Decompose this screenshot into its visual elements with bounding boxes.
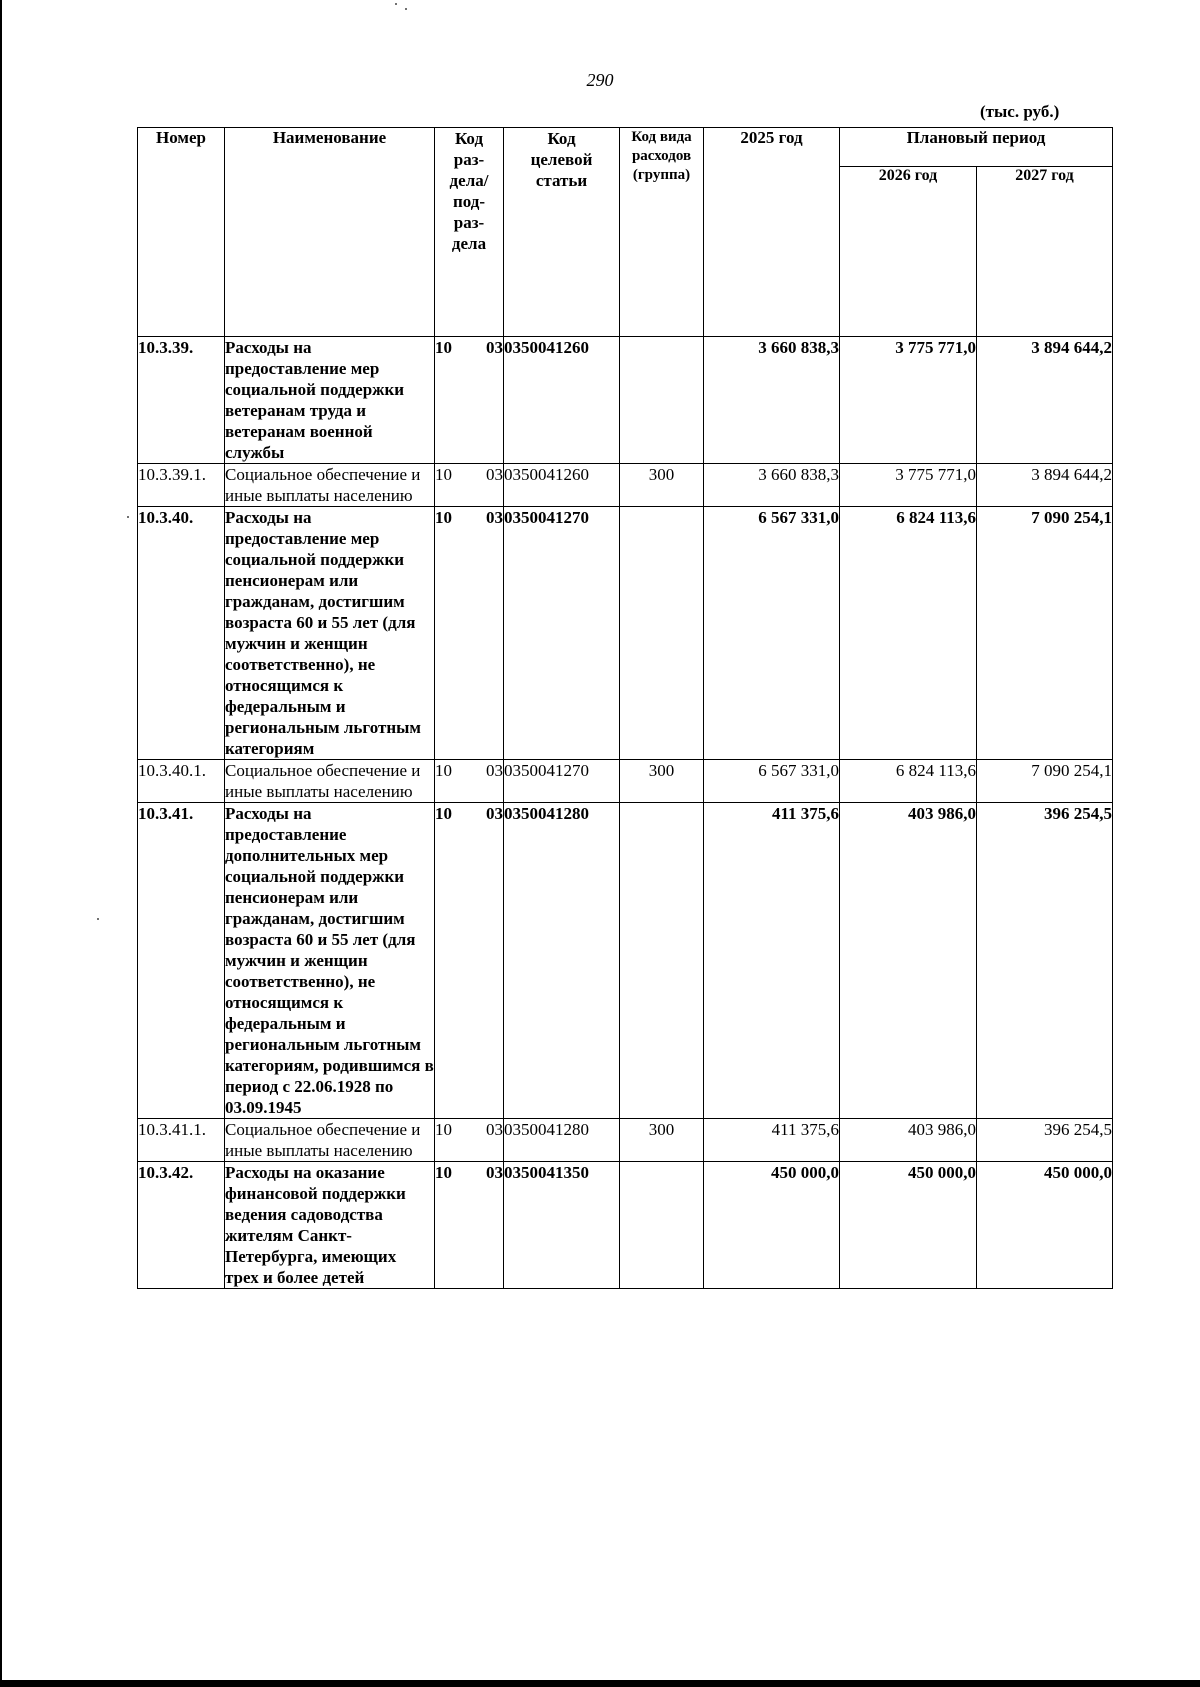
header-year-2027: 2027 год [977,167,1113,337]
row-amount-2026: 3 775 771,0 [840,337,977,464]
row-section-code [435,1119,504,1162]
row-expense-kind: 300 [620,1119,704,1162]
row-target-code: 0350041260 [504,464,620,507]
scan-speck [127,516,129,518]
row-target-code: 0350041260 [504,337,620,464]
scan-bottom-border [0,1680,1200,1687]
scan-left-border [0,0,2,1687]
row-name: Расходы на предоставление мер социальной поддержки пенсионерам или гражданам, достигшим возраста 60 и 55 лет (для мужчин и женщин соответственно), не относящимся к федеральным и региональным льготным категориям [225,507,435,760]
row-amount-2026: 450 000,0 [840,1162,977,1289]
row-amount-2025: 411 375,6 [704,803,840,1119]
row-section-code [435,803,504,1119]
row-amount-2025: 411 375,6 [704,1119,840,1162]
table-row [138,337,1113,464]
row-amount-2027: 7 090 254,1 [977,760,1113,803]
row-section: 10 [435,508,452,527]
row-amount-2025: 6 567 331,0 [704,760,840,803]
row-target-code: 0350041280 [504,803,620,1119]
row-expense-kind [620,803,704,1119]
row-target-code: 0350041270 [504,760,620,803]
table-body [138,337,1113,1289]
table-row [138,1119,1113,1162]
row-section-code [435,464,504,507]
row-subsection: 03 [486,508,503,527]
row-number: 10.3.41.1. [138,1119,225,1162]
row-amount-2027: 7 090 254,1 [977,507,1113,760]
row-section-code [435,507,504,760]
row-subsection: 03 [486,761,503,780]
row-amount-2025: 3 660 838,3 [704,337,840,464]
header-section-code: Код раз- дела/ под- раз- дела [435,128,504,337]
row-subsection: 03 [486,1120,503,1139]
header-year-2026: 2026 год [840,167,977,337]
row-expense-kind: 300 [620,760,704,803]
row-expense-kind [620,1162,704,1289]
row-target-code: 0350041280 [504,1119,620,1162]
row-expense-kind [620,507,704,760]
row-number: 10.3.40.1. [138,760,225,803]
row-name: Расходы на оказание финансовой поддержки ведения садоводства жителям Санкт-Петербурга, имеющих трех и более детей [225,1162,435,1289]
header-target-code: Код целевой статьи [504,128,620,337]
row-amount-2026: 6 824 113,6 [840,507,977,760]
table-row [138,760,1113,803]
table-row [138,464,1113,507]
row-number: 10.3.40. [138,507,225,760]
row-section: 10 [435,804,452,823]
row-amount-2027: 450 000,0 [977,1162,1113,1289]
header-planning-period: Плановый период [840,128,1113,167]
header-year-2025: 2025 год [704,128,840,337]
row-number: 10.3.39.1. [138,464,225,507]
row-amount-2025: 3 660 838,3 [704,464,840,507]
table-row [138,1162,1113,1289]
row-expense-kind [620,337,704,464]
scan-speck [97,918,99,920]
table-row [138,507,1113,760]
page-number: 290 [586,70,614,90]
row-name: Социальное обеспечение и иные выплаты населению [225,464,435,507]
row-subsection: 03 [486,1163,503,1182]
row-number: 10.3.41. [138,803,225,1119]
row-amount-2026: 6 824 113,6 [840,760,977,803]
row-name: Социальное обеспечение и иные выплаты населению [225,760,435,803]
row-subsection: 03 [486,465,503,484]
row-section-code [435,1162,504,1289]
row-section: 10 [435,465,452,484]
header-name: Наименование [225,128,435,337]
row-name: Расходы на предоставление мер социальной поддержки ветеранам труда и ветеранам военной службы [225,337,435,464]
row-amount-2025: 450 000,0 [704,1162,840,1289]
table-row [138,803,1113,1119]
row-section: 10 [435,1120,452,1139]
row-number: 10.3.42. [138,1162,225,1289]
row-amount-2027: 3 894 644,2 [977,337,1113,464]
header-number: Номер [138,128,225,337]
row-section-code [435,760,504,803]
row-target-code: 0350041350 [504,1162,620,1289]
row-expense-kind: 300 [620,464,704,507]
row-name: Расходы на предоставление дополнительных мер социальной поддержки пенсионерам или гражданам, достигшим возраста 60 и 55 лет (для мужчин и женщин соответственно), не относящимся к федеральным и региональным льготным категориям, родившимся в период с 22.06.1928 по 03.09.1945 [225,804,434,1117]
row-amount-2027: 396 254,5 [977,803,1113,1119]
row-amount-2027: 396 254,5 [977,1119,1113,1162]
row-amount-2026: 403 986,0 [840,803,977,1119]
row-section-code [435,337,504,464]
row-section: 10 [435,338,452,357]
header-expense-kind: Код вида расходов (группа) [620,128,704,337]
row-amount-2027: 3 894 644,2 [977,464,1113,507]
scan-speck [405,8,407,10]
units-label: (тыс. руб.) [980,102,1060,121]
scan-speck [395,3,397,5]
row-amount-2026: 3 775 771,0 [840,464,977,507]
row-subsection: 03 [486,804,503,823]
row-section: 10 [435,1163,452,1182]
budget-table [137,127,1113,1289]
row-target-code: 0350041270 [504,507,620,760]
row-name: Социальное обеспечение и иные выплаты населению [225,1119,435,1162]
row-amount-2026: 403 986,0 [840,1119,977,1162]
row-number: 10.3.39. [138,337,225,464]
row-subsection: 03 [486,338,503,357]
row-section: 10 [435,761,452,780]
row-amount-2025: 6 567 331,0 [704,507,840,760]
